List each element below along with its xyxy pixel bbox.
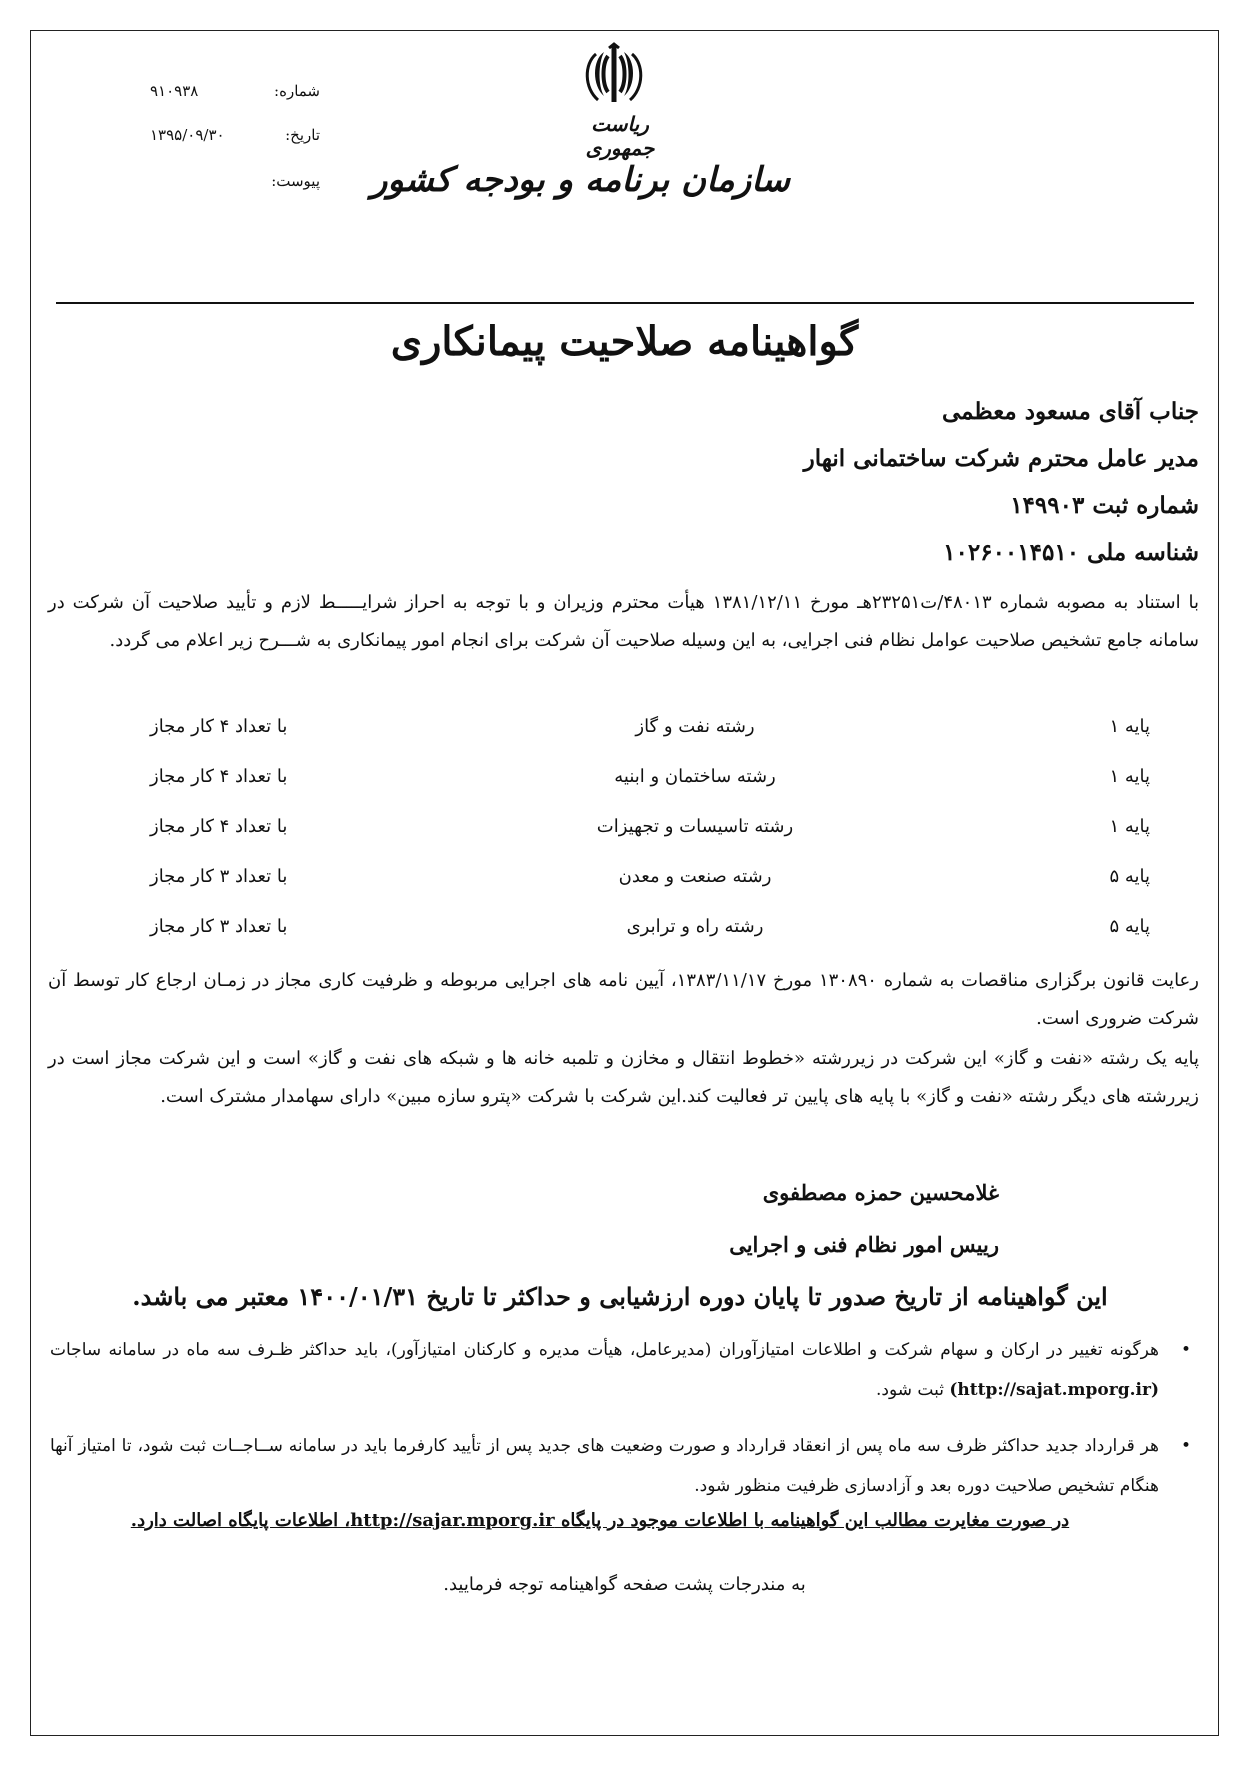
letter-date-row xyxy=(150,126,320,156)
registration-number: شماره ثبت ۱۴۹۹۰۳ xyxy=(1010,492,1199,519)
bullet-text: هر قرارداد جدید حداکثر ظرف سه ماه پس از انعقاد قرارداد و صورت وضعیت های جدید پس از تأیید کارفرما باید در سامانه ســاجــات ثبت شود، تا امتیاز آنها هنگام تشخیص صلاحیت دوره بعد و آزادسازی ظرفیت منظور شود. xyxy=(50,1436,1159,1496)
letter-number-label: شماره: xyxy=(274,82,320,100)
grade-level: پایه ۵ xyxy=(1109,866,1150,887)
grade-capacity: با تعداد ۴ کار مجاز xyxy=(150,766,288,787)
addressee-name: جناب آقای مسعود معظمی xyxy=(941,398,1199,425)
addressee-position: مدیر عامل محترم شرکت ساختمانی انهار xyxy=(803,445,1199,472)
grade-level: پایه ۵ xyxy=(1109,916,1150,937)
subfield-paragraph: پایه یک رشته «نفت و گاز» این شرکت در زیررشته «خطوط انتقال و مخازن و تلمبه خانه ها و شبکه های نفت و گاز» است و این شرکت مجاز است در زیررشته های دیگر رشته «نفت و گاز» با پایه های پایین تر فعالیت کند.این شرکت با شرکت «پترو سازه مبین» دارای سهامدار مشترک است. xyxy=(48,1048,1199,1107)
organization-name: سازمان برنامه و بودجه کشور xyxy=(371,160,790,200)
warning-statement: در صورت مغایرت مطالب این گواهینامه با اطلاعات موجود در پایگاه http://sajar.mporg.ir، اطلاعات پایگاه اصالت دارد. xyxy=(130,1510,1070,1531)
grade-row xyxy=(120,866,1150,900)
grade-row xyxy=(120,766,1150,800)
grade-level: پایه ۱ xyxy=(1109,716,1150,737)
grade-row xyxy=(120,816,1150,850)
grade-capacity: با تعداد ۴ کار مجاز xyxy=(150,716,288,737)
signer-name: غلامحسین حمزه مصطفوی xyxy=(762,1180,999,1205)
grade-level: پایه ۱ xyxy=(1109,816,1150,837)
grade-field: رشته تاسیسات و تجهیزات xyxy=(596,816,794,837)
grade-capacity: با تعداد ۴ کار مجاز xyxy=(150,816,288,837)
national-id: شناسه ملی ۱۰۲۶۰۰۱۴۵۱۰ xyxy=(943,539,1199,566)
iran-emblem-icon xyxy=(578,42,650,106)
intro-paragraph: با استناد به مصوبه شماره ۴۸۰۱۳/ت۲۳۲۵۱هـ مورخ ۱۳۸۱/۱۲/۱۱ هیأت محترم وزیران و با توجه به احراز شرایـــــط لازم و تأیید صلاحیت آن شرکت در سامانه جامع تشخیص صلاحیت عوامل نظام فنی اجرایی، به این وسیله صلاحیت آن شرکت برای انجام امور پیمانکاری به شـــرح زیر اعلام می گردد. xyxy=(48,592,1200,651)
grade-row xyxy=(120,916,1150,950)
bullet-icon: • xyxy=(1180,1340,1191,1360)
header-divider xyxy=(56,302,1194,304)
letter-number-value: ۹۱۰۹۳۸ xyxy=(150,82,199,100)
list-item xyxy=(50,1330,1199,1410)
attachment-row xyxy=(150,172,320,202)
list-item xyxy=(50,1426,1199,1506)
document-title: گواهینامه صلاحیت پیمانکاری xyxy=(390,318,859,365)
grade-level: پایه ۱ xyxy=(1109,766,1150,787)
letter-number-row xyxy=(150,82,320,112)
bullet-text: هرگونه تغییر در ارکان و سهام شرکت و اطلاعات امتیازآوران (مدیرعامل، هیأت مدیره و کارکنان امتیازآور)، باید حداکثر ظـرف سه ماه در سامانه ساجات xyxy=(50,1340,1159,1360)
sajat-link[interactable]: (http://sajat.mporg.ir) xyxy=(949,1380,1159,1400)
grade-row xyxy=(120,716,1150,750)
grade-capacity: با تعداد ۳ کار مجاز xyxy=(150,916,288,937)
grade-field: رشته راه و ترابری xyxy=(626,916,764,937)
grade-capacity: با تعداد ۳ کار مجاز xyxy=(150,866,288,887)
grade-field: رشته نفت و گاز xyxy=(635,716,755,737)
bullet-icon: • xyxy=(1180,1436,1191,1456)
attachment-label: پیوست: xyxy=(271,172,320,190)
signer-position: رییس امور نظام فنی و اجرایی xyxy=(729,1232,999,1257)
presidency-label: ریاست جمهوری xyxy=(585,112,655,160)
bullet-text-tail: ثبت شود. xyxy=(875,1380,944,1400)
letter-date-value: ۱۳۹۵/۰۹/۳۰ xyxy=(150,126,225,144)
footer-note: به مندرجات پشت صفحه گواهینامه توجه فرمایید. xyxy=(443,1574,806,1595)
grade-field: رشته صنعت و معدن xyxy=(618,866,772,887)
letter-date-label: تاریخ: xyxy=(285,126,320,144)
validity-statement: این گواهینامه از تاریخ صدور تا پایان دوره ارزشیابی و حداکثر تا تاریخ ۱۴۰۰/۰۱/۳۱ معتبر می باشد. xyxy=(132,1282,1108,1311)
compliance-paragraph: رعایت قانون برگزاری مناقصات به شماره ۱۳۰۸۹۰ مورخ ۱۳۸۳/۱۱/۱۷، آیین نامه های اجرایی مربوطه و ظرفیت کاری مجاز در زمـان ارجاع کار توسط آن شرکت ضروری است. xyxy=(48,970,1199,1029)
grade-field: رشته ساختمان و ابنیه xyxy=(614,766,776,787)
